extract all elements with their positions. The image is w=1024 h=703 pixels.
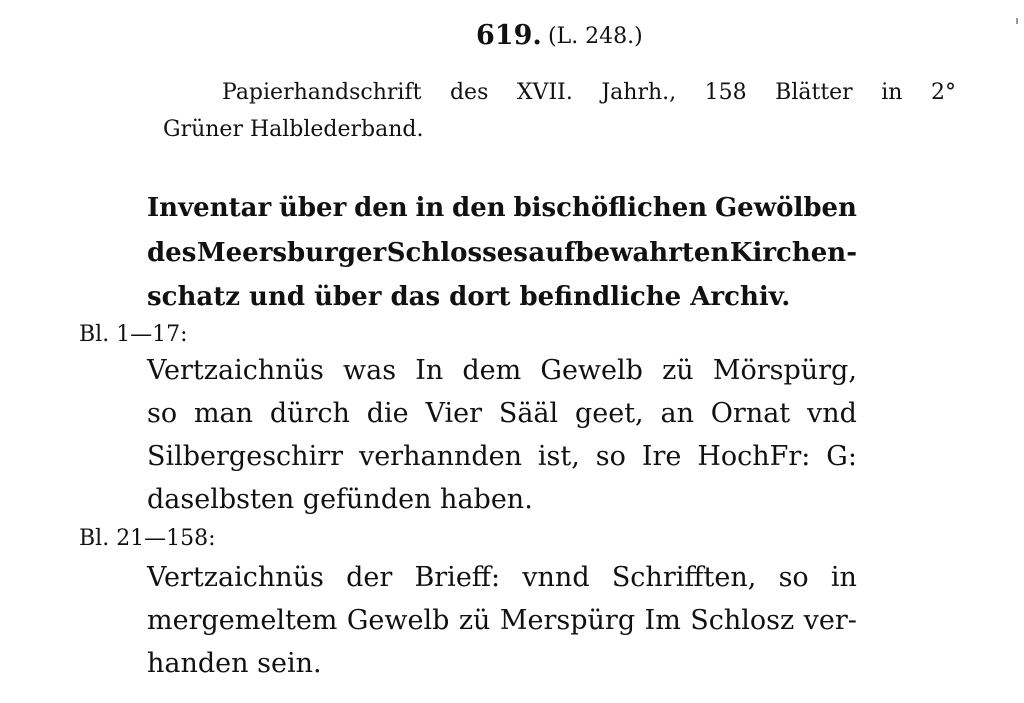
word: die <box>366 398 409 429</box>
word: Inventar <box>147 193 272 223</box>
word: Vertzaichnüs <box>147 562 324 593</box>
word: Papierhandschrift <box>222 80 422 105</box>
word: so <box>147 398 178 429</box>
word: Sääl <box>498 398 559 429</box>
word: was <box>342 355 397 386</box>
word: Vertzaichnüs <box>147 355 324 386</box>
margin-mark <box>1016 18 1018 24</box>
folio-label: Bl. 1—17: <box>79 322 188 347</box>
word: des <box>449 80 489 105</box>
entry-text-line: handen sein. <box>147 648 322 679</box>
word: über <box>278 193 347 223</box>
word: aufbewahrten <box>528 238 730 268</box>
word: ver- <box>803 605 857 636</box>
word: zü <box>458 605 491 636</box>
entry-text-line: daselbsten gefünden haben. <box>147 484 533 515</box>
word: des <box>147 238 197 268</box>
entry-text-line <box>147 562 857 593</box>
word: dürch <box>269 398 350 429</box>
entry-text-line <box>147 441 857 472</box>
word: man <box>193 398 254 429</box>
word: geet, <box>574 398 644 429</box>
word: mergemeltem <box>147 605 338 636</box>
word: Ire <box>641 441 682 472</box>
description-line-2: Grüner Halblederband. <box>163 117 424 142</box>
description-line-1 <box>222 80 956 105</box>
word: Jahrh., <box>601 80 677 105</box>
entry-text-line <box>147 605 857 636</box>
manuscript-number: 619. <box>476 20 542 51</box>
word: zü <box>662 355 694 386</box>
word: In <box>415 355 444 386</box>
folio-label: Bl. 21—158: <box>79 526 216 551</box>
word: Silbergeschirr <box>147 441 344 472</box>
word: in <box>415 193 445 223</box>
word: Merspürg <box>499 605 636 636</box>
word: 2° <box>930 80 956 105</box>
word: der <box>346 562 393 593</box>
word: verhannden <box>358 441 522 472</box>
word: Brieff: <box>414 562 501 593</box>
word: Blätter <box>775 80 853 105</box>
word: ist, <box>537 441 580 472</box>
word: Vier <box>425 398 483 429</box>
word: Schlosz <box>690 605 795 636</box>
word: vnnd <box>522 562 590 593</box>
word: HochFr: <box>697 441 811 472</box>
entry-text-line <box>147 398 857 429</box>
manuscript-reference: (L. 248.) <box>548 24 643 49</box>
word: dem <box>462 355 522 386</box>
word: 158 <box>704 80 747 105</box>
word: G: <box>826 441 857 472</box>
word: Gewelb <box>346 605 450 636</box>
word: Kirchen- <box>729 238 857 268</box>
word: bischöflichen <box>513 193 708 223</box>
word: Schrifften, <box>611 562 757 593</box>
word: vnd <box>806 398 857 429</box>
entry-text-line <box>147 355 857 386</box>
word: in <box>830 562 857 593</box>
title-line-3: schatz und über das dort befindliche Archiv. <box>147 282 791 312</box>
word: Mörspürg, <box>712 355 857 386</box>
word: Meersburger <box>196 238 387 268</box>
word: Im <box>644 605 681 636</box>
title-line-1 <box>147 193 857 223</box>
word: an <box>660 398 694 429</box>
word: XVII. <box>516 80 573 105</box>
word: den <box>452 193 506 223</box>
word: so <box>778 562 809 593</box>
word: Schlosses <box>386 238 528 268</box>
title-line-2 <box>147 238 857 268</box>
word: so <box>595 441 626 472</box>
word: Gewelb <box>540 355 643 386</box>
word: in <box>881 80 903 105</box>
word: Gewölben <box>714 193 857 223</box>
word: Ornat <box>710 398 791 429</box>
word: den <box>354 193 408 223</box>
